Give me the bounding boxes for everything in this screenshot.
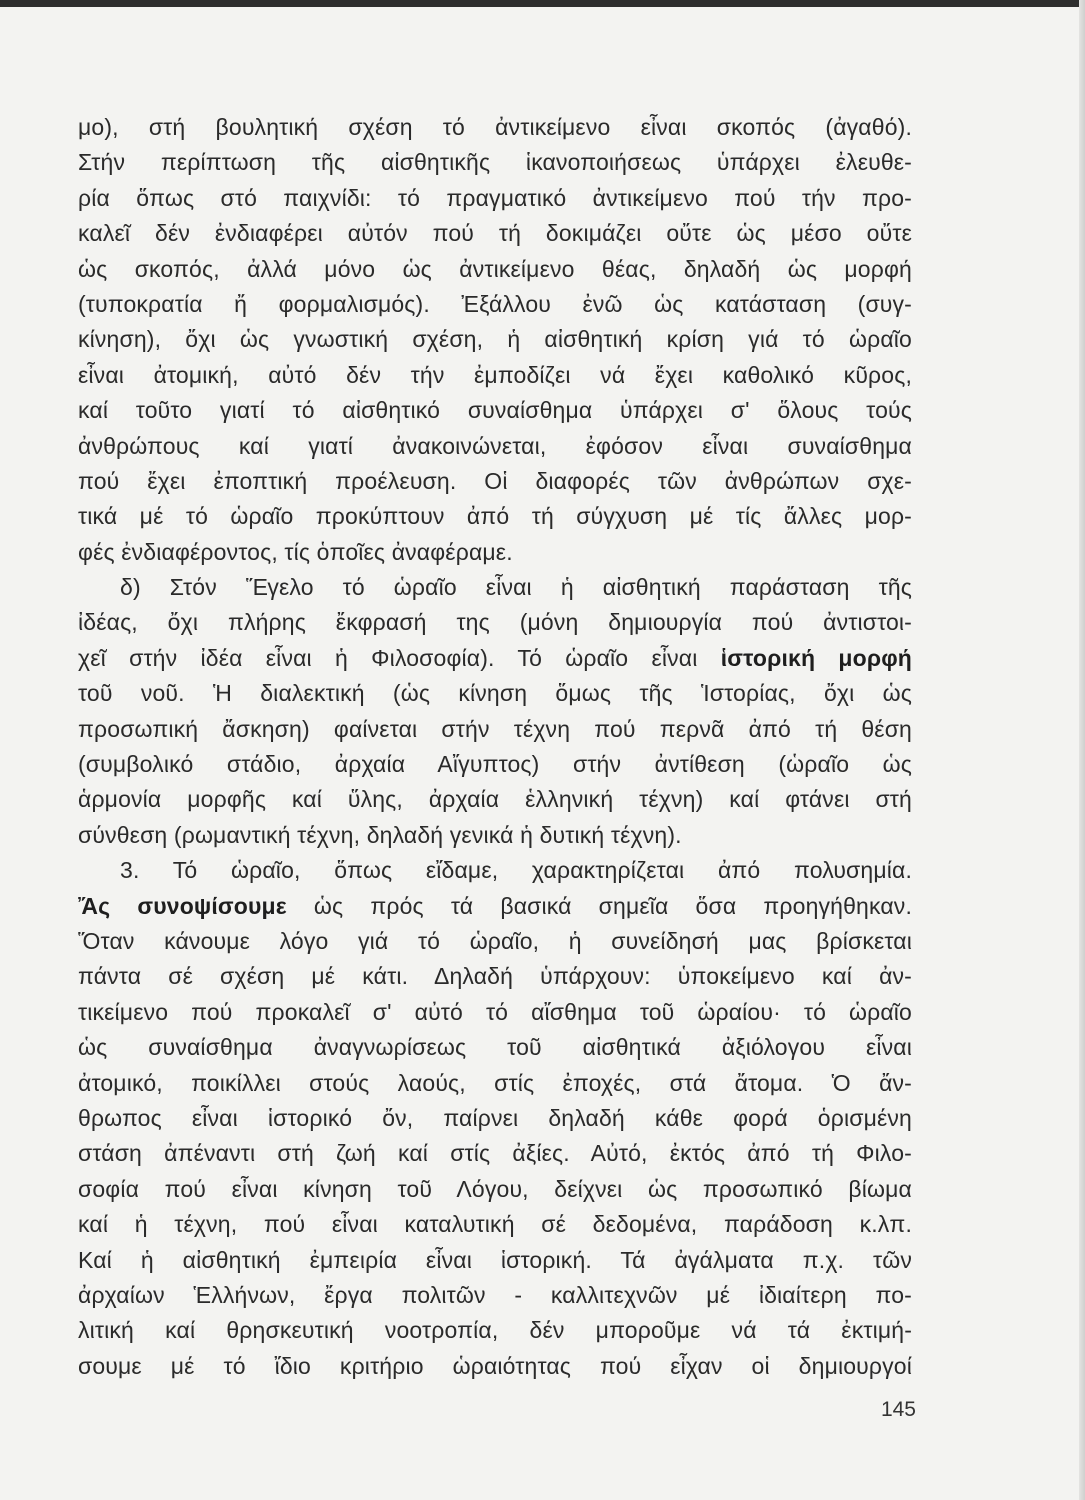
text-line — [78, 535, 912, 570]
text-line-content: κίνηση), ὄχι ὡς γνωστική σχέση, ἡ αἰσθητική κρίση γιά τό ὡραῖο — [78, 326, 912, 353]
text-line — [78, 747, 912, 782]
text-line — [78, 1136, 912, 1171]
text-line-content: ἁρμονία μορφῆς καί ὕλης, ἀρχαία ἑλληνική τέχνη) καί φτάνει στή — [78, 786, 912, 813]
text-line — [78, 252, 912, 287]
text-line — [78, 570, 912, 605]
text-line-content: τοῦ νοῦ. Ἡ διαλεκτική (ὡς κίνηση ὅμως τῆς Ἱστορίας, ὄχι ὡς — [78, 680, 912, 707]
text-line — [78, 1349, 912, 1384]
text-line — [78, 216, 912, 251]
text-line-content: τικά μέ τό ὡραῖο προκύπτουν ἀπό τή σύγχυση μέ τίς ἄλλες μορ- — [78, 503, 912, 530]
text-line — [78, 1207, 912, 1242]
text-line-content: εἶναι ἀτομική, αὐτό δέν τήν ἐμποδίζει νά ἔχει καθολικό κῦρος, — [78, 361, 912, 388]
text-line — [78, 959, 912, 994]
text-line — [78, 889, 912, 924]
text-line — [78, 145, 912, 180]
emphasized-phrase: Ἄς συνοψίσουμε — [78, 892, 287, 919]
text-line-content: καί τοῦτο γιατί τό αἰσθητικό συναίσθημα ὑπάρχει σ' ὅλους τούς — [78, 397, 912, 424]
text-line — [78, 110, 912, 145]
emphasized-phrase: ἱστορική μορφή — [720, 644, 913, 671]
text-line — [78, 1313, 912, 1348]
scan-right-edge — [1079, 0, 1085, 1500]
text-line — [78, 818, 912, 853]
text-line — [78, 1030, 912, 1065]
text-line — [78, 676, 912, 711]
text-line-content: προσωπική ἄσκηση) φαίνεται στήν τέχνη πού περνᾶ ἀπό τή θέση — [78, 715, 912, 742]
page-number: 145 — [880, 1398, 916, 1421]
text-line — [78, 1101, 912, 1136]
text-line-content: σουμε μέ τό ἴδιο κριτήριο ὡραιότητας πού εἶχαν οἱ δημιουργοί — [78, 1352, 912, 1379]
text-line — [78, 499, 912, 534]
text-line — [78, 464, 912, 499]
text-line-content: χεῖ στήν ἰδέα εἶναι ἡ Φιλοσοφία). Τό ὡραῖο εἶναι — [78, 644, 721, 671]
text-line — [78, 605, 912, 640]
text-line-content: λιτική καί θρησκευτική νοοτροπία, δέν μποροῦμε νά τά ἐκτιμή- — [78, 1317, 912, 1344]
text-line-content: Ὅταν κάνουμε λόγο γιά τό ὡραῖο, ἡ συνείδησή μας βρίσκεται — [78, 927, 912, 954]
text-line-content: (τυποκρατία ἤ φορμαλισμός). Ἐξάλλου ἐνῶ ὡς κατάσταση (συγ- — [78, 290, 912, 317]
text-line — [78, 1243, 912, 1278]
text-line-content: ἀτομικό, ποικίλλει στούς λαούς, στίς ἐποχές, στά ἄτομα. Ὁ ἄν- — [78, 1069, 912, 1096]
text-line-content: ὡς συναίσθημα ἀναγνωρίσεως τοῦ αἰσθητικά ἀξιόλογου εἶναι — [78, 1034, 912, 1061]
text-line — [78, 712, 912, 747]
text-line — [78, 1278, 912, 1313]
text-line — [78, 1066, 912, 1101]
text-line — [78, 641, 912, 676]
text-line-content: θρωπος εἶναι ἱστορικό ὄν, παίρνει δηλαδή κάθε φορά ὁρισμένη — [78, 1104, 912, 1131]
text-line-content: φές ἐνδιαφέροντος, τίς ὁποῖες ἀναφέραμε. — [78, 538, 513, 565]
text-line-content: ἰδέας, ὄχι πλήρης ἔκφρασή της (μόνη δημιουργία πού ἀντιστοι- — [78, 609, 912, 636]
text-line-content: ἀρχαίων Ἑλλήνων, ἔργα πολιτῶν - καλλιτεχνῶν μέ ἰδιαίτερη πο- — [78, 1281, 912, 1308]
text-line-content: μο), στή βουλητική σχέση τό ἀντικείμενο εἶναι σκοπός (ἀγαθό). — [78, 114, 912, 140]
text-line — [78, 429, 912, 464]
text-line-content: ὡς σκοπός, ἀλλά μόνο ὡς ἀντικείμενο θέας, δηλαδή ὡς μορφή — [78, 255, 912, 282]
text-line-tail: ὡς πρός τά βασικά σημεῖα ὅσα προηγήθηκαν. — [286, 892, 912, 919]
text-line-content: ρία ὅπως στό παιχνίδι: τό πραγματικό ἀντικείμενο πού τήν προ- — [78, 184, 912, 211]
text-line — [78, 1172, 912, 1207]
text-line-content: σοφία πού εἶναι κίνηση τοῦ Λόγου, δείχνει ὡς προσωπικό βίωμα — [78, 1175, 912, 1202]
text-line-content: ἀνθρώπους καί γιατί ἀνακοινώνεται, ἐφόσον εἶναι συναίσθημα — [78, 432, 912, 459]
text-line — [78, 181, 912, 216]
text-line — [78, 924, 912, 959]
text-line-content: στάση ἀπέναντι στή ζωή καί στίς ἀξίες. Αὐτό, ἐκτός ἀπό τή Φιλο- — [78, 1140, 912, 1167]
text-line — [78, 393, 912, 428]
text-line-content: καλεῖ δέν ἐνδιαφέρει αὐτόν πού τή δοκιμάζει οὔτε ὡς μέσο οὔτε — [78, 220, 912, 247]
text-line-content: πάντα σέ σχέση μέ κάτι. Δηλαδή ὑπάρχουν: ὑποκείμενο καί ἀν- — [78, 963, 912, 990]
text-line — [78, 287, 912, 322]
text-line-content: σύνθεση (ρωμαντική τέχνη, δηλαδή γενικά ἡ δυτική τέχνη). — [78, 821, 682, 848]
text-line — [78, 853, 912, 888]
text-line-content: καί ἡ τέχνη, πού εἶναι καταλυτική σέ δεδομένα, παράδοση κ.λπ. — [78, 1211, 912, 1238]
text-line — [78, 358, 912, 393]
text-line — [78, 995, 912, 1030]
text-line-content: (συμβολικό στάδιο, ἀρχαία Αἴγυπτος) στήν ἀντίθεση (ὡραῖο ὡς — [78, 751, 912, 778]
text-line — [78, 322, 912, 357]
text-line-content: Καί ἡ αἰσθητική ἐμπειρία εἶναι ἱστορική. Τά ἀγάλματα π.χ. τῶν — [78, 1246, 912, 1273]
text-line-content: πού ἔχει ἐποπτική προέλευση. Οἱ διαφορές τῶν ἀνθρώπων σχε- — [78, 467, 912, 494]
text-line-content: τικείμενο πού προκαλεῖ σ' αὐτό τό αἴσθημα τοῦ ὡραίου· τό ὡραῖο — [78, 998, 912, 1025]
text-line-content: Στήν περίπτωση τῆς αἰσθητικῆς ἱκανοποιήσεως ὑπάρχει ἐλευθε- — [78, 149, 912, 176]
text-line-content: 3. Τό ὡραῖο, ὅπως εἴδαμε, χαρακτηρίζεται ἀπό πολυσημία. — [120, 857, 912, 884]
text-line — [78, 782, 912, 817]
text-line-content: δ) Στόν Ἕγελο τό ὡραῖο εἶναι ἡ αἰσθητική παράσταση τῆς — [120, 574, 912, 601]
page-body-text — [78, 110, 912, 1384]
scan-top-edge — [0, 0, 1085, 7]
